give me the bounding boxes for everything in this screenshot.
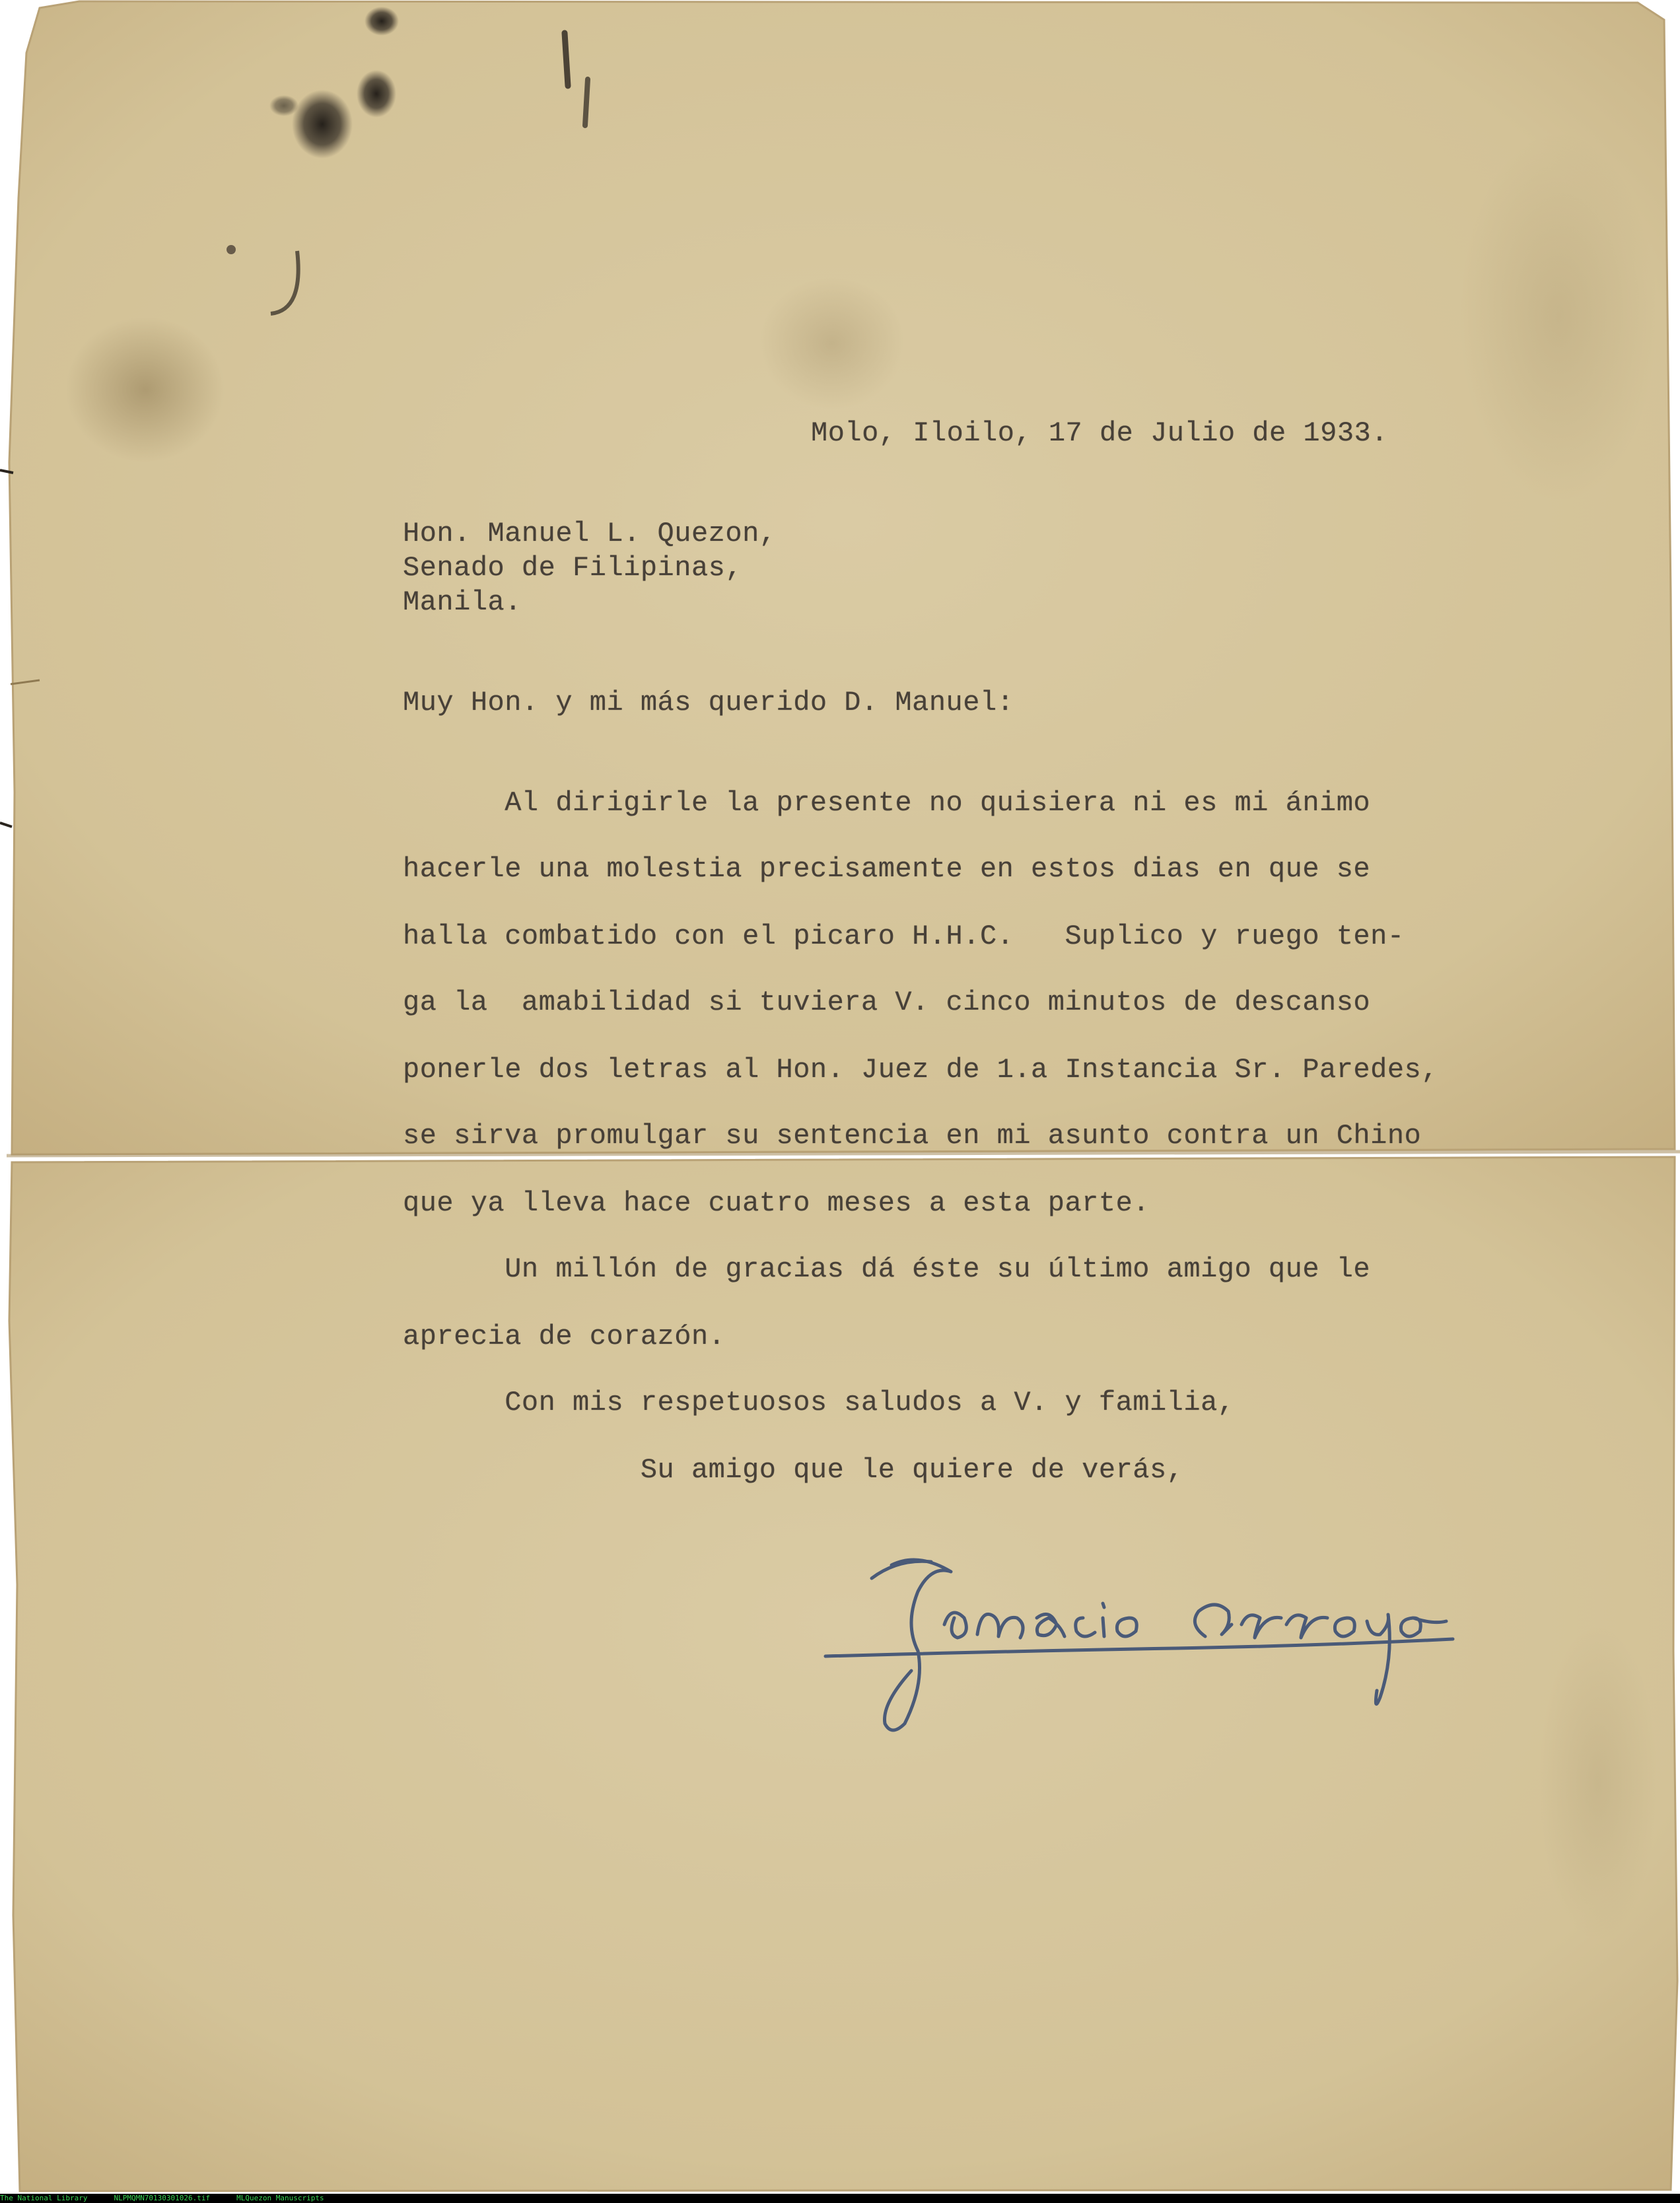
body-line: se sirva promulgar su sentencia en mi asunto contra un Chino — [403, 1120, 1422, 1152]
body-line: aprecia de corazón. — [403, 1321, 726, 1352]
footer-collection: MLQuezon Manuscripts — [236, 2194, 324, 2202]
footer-source: The National Library — [0, 2194, 88, 2202]
recipient-office: Senado de Filipinas, — [403, 552, 743, 584]
salutation: Muy Hon. y mi más querido D. Manuel: — [403, 687, 1014, 718]
body-line: Al dirigirle la presente no quisiera ni es mi ánimo — [403, 787, 1371, 819]
scan-footer — [0, 2194, 1680, 2203]
recipient-city: Manila. — [403, 586, 522, 618]
body-line: ga la amabilidad si tuviera V. cinco minutos de descanso — [403, 987, 1371, 1018]
body-line: halla combatido con el picaro H.H.C. Suplico y ruego ten- — [403, 921, 1405, 952]
footer-file: NLPMQMN70130301026.tif — [114, 2194, 211, 2202]
body-line: ponerle dos letras al Hon. Juez de 1.a Instancia Sr. Paredes, — [403, 1054, 1438, 1086]
closing-line: Con mis respetuosos saludos a V. y familia, — [403, 1387, 1235, 1418]
body-line: Un millón de gracias dá éste su último amigo que le — [403, 1253, 1371, 1285]
date-line: Molo, Iloilo, 17 de Julio de 1933. — [811, 417, 1388, 449]
handwritten-signature — [819, 1525, 1466, 1743]
recipient-name: Hon. Manuel L. Quezon, — [403, 518, 777, 549]
body-line: que ya lleva hace cuatro meses a esta parte. — [403, 1187, 1150, 1219]
body-line: hacerle una molestia precisamente en estos dias en que se — [403, 853, 1371, 885]
complimentary-close: Su amigo que le quiere de verás, — [403, 1454, 1184, 1486]
